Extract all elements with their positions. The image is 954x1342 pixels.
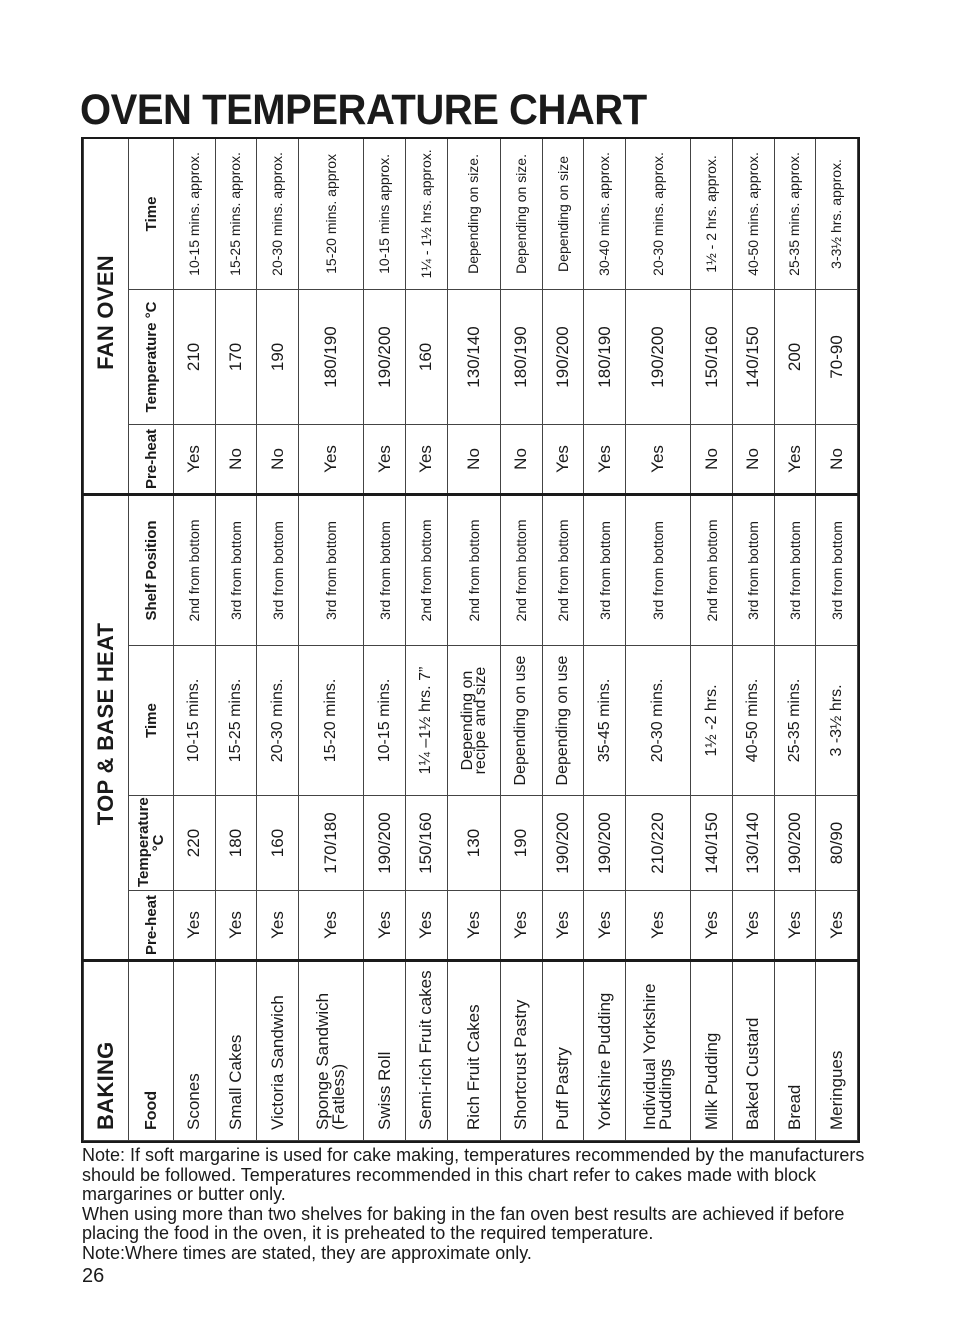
- food-cell: Victoria Sandwich: [257, 961, 299, 1141]
- table-row: [732, 138, 774, 1140]
- fan-preheat-cell: No: [215, 424, 257, 494]
- table-row: [257, 138, 299, 1140]
- temperature-cell: 190: [501, 796, 543, 891]
- fan-time-cell: 10-15 mins approx.: [364, 138, 406, 289]
- shelf-position-cell: 2nd from bottom: [405, 494, 447, 645]
- food-cell: Meringues: [816, 961, 858, 1141]
- table-row: [774, 138, 816, 1140]
- header-fan-temperature: Temperature °C: [129, 289, 174, 424]
- temperature-cell: 190/200: [584, 796, 626, 891]
- time-cell: 20-30 mins.: [625, 646, 690, 796]
- preheat-cell: Yes: [732, 891, 774, 961]
- fan-preheat-cell: Yes: [174, 424, 216, 494]
- time-cell: 3 -3½ hrs.: [816, 646, 858, 796]
- food-cell: Scones: [174, 961, 216, 1141]
- table-row: [816, 138, 858, 1140]
- fan-time-cell: Depending on size.: [501, 138, 543, 289]
- fan-time-cell: 20-30 mins. approx.: [257, 138, 299, 289]
- temperature-cell: 180: [215, 796, 257, 891]
- shelf-position-cell: 3rd from bottom: [215, 494, 257, 645]
- fan-temperature-cell: 160: [405, 289, 447, 424]
- table-row: [542, 138, 584, 1140]
- temperature-cell: 150/160: [405, 796, 447, 891]
- shelf-position-cell: 3rd from bottom: [732, 494, 774, 645]
- fan-temperature-cell: 170: [215, 289, 257, 424]
- header-food: Food: [129, 961, 174, 1141]
- fan-preheat-cell: Yes: [542, 424, 584, 494]
- fan-preheat-cell: Yes: [774, 424, 816, 494]
- temperature-cell: 130/140: [732, 796, 774, 891]
- fan-time-cell: 20-30 mins. approx.: [625, 138, 690, 289]
- preheat-cell: Yes: [405, 891, 447, 961]
- fan-time-cell: 15-25 mins. approx.: [215, 138, 257, 289]
- time-cell: 40-50 mins.: [732, 646, 774, 796]
- fan-preheat-cell: No: [816, 424, 858, 494]
- time-cell: Depending on recipe and size: [447, 646, 501, 796]
- preheat-cell: Yes: [816, 891, 858, 961]
- note-preheat: When using more than two shelves for baking in the fan oven best results are achieved if before placing the food in the oven, it is preheated to the required temperature.: [82, 1203, 845, 1243]
- fan-preheat-cell: Yes: [364, 424, 406, 494]
- food-cell: Small Cakes: [215, 961, 257, 1141]
- temperature-cell: 80/90: [816, 796, 858, 891]
- shelf-position-cell: 2nd from bottom: [174, 494, 216, 645]
- preheat-cell: Yes: [625, 891, 690, 961]
- food-cell: Yorkshire Pudding: [584, 961, 626, 1141]
- shelf-position-cell: 3rd from bottom: [257, 494, 299, 645]
- temperature-cell: 160: [257, 796, 299, 891]
- time-cell: 10-15 mins.: [174, 646, 216, 796]
- table-row: [298, 138, 363, 1140]
- fan-preheat-cell: No: [732, 424, 774, 494]
- fan-preheat-cell: No: [447, 424, 501, 494]
- fan-temperature-cell: 70-90: [816, 289, 858, 424]
- temperature-cell: 170/180: [298, 796, 363, 891]
- table-row: [625, 138, 690, 1140]
- fan-time-cell: 1¼ - 1½ hrs. approx.: [405, 138, 447, 289]
- page-title: OVEN TEMPERATURE CHART: [80, 86, 647, 134]
- fan-temperature-cell: 190: [257, 289, 299, 424]
- food-cell: Baked Custard: [732, 961, 774, 1141]
- fan-preheat-cell: Yes: [298, 424, 363, 494]
- food-cell: Semi-rich Fruit cakes: [405, 961, 447, 1141]
- fan-temperature-cell: 190/200: [542, 289, 584, 424]
- note-margarine: Note: If soft margarine is used for cake making, temperatures recommended by the manufacturers should be followed. Temperatures recommended in this chart refer to cakes made with block margarines or butter only.: [82, 1145, 865, 1204]
- food-cell: Individual Yorkshire Puddings: [625, 961, 690, 1141]
- fan-temperature-cell: 180/190: [501, 289, 543, 424]
- shelf-position-cell: 2nd from bottom: [542, 494, 584, 645]
- fan-temperature-cell: 190/200: [364, 289, 406, 424]
- fan-time-cell: 30-40 mins. approx.: [584, 138, 626, 289]
- food-cell: Bread: [774, 961, 816, 1141]
- fan-temperature-cell: 180/190: [584, 289, 626, 424]
- time-cell: 10-15 mins.: [364, 646, 406, 796]
- oven-temperature-table: [81, 137, 860, 1143]
- header-fan-preheat: Pre-heat: [129, 424, 174, 494]
- section-fan-oven: FAN OVEN: [84, 138, 129, 494]
- food-cell: Shortcrust Pastry: [501, 961, 543, 1141]
- table-row: [174, 138, 216, 1140]
- time-cell: Depending on use: [542, 646, 584, 796]
- fan-temperature-cell: 150/160: [691, 289, 733, 424]
- table-row: [215, 138, 257, 1140]
- header-temperature: Temperature °C: [129, 796, 174, 891]
- fan-time-cell: Depending on size: [542, 138, 584, 289]
- shelf-position-cell: 3rd from bottom: [625, 494, 690, 645]
- food-cell: Sponge Sandwich (Fatless): [298, 961, 363, 1141]
- fan-time-cell: 10-15 mins. approx.: [174, 138, 216, 289]
- food-cell: Swiss Roll: [364, 961, 406, 1141]
- shelf-position-cell: 2nd from bottom: [447, 494, 501, 645]
- shelf-position-cell: 2nd from bottom: [691, 494, 733, 645]
- preheat-cell: Yes: [447, 891, 501, 961]
- fan-preheat-cell: No: [691, 424, 733, 494]
- fan-time-cell: 40-50 mins. approx.: [732, 138, 774, 289]
- section-baking: BAKING: [84, 961, 129, 1141]
- fan-temperature-cell: 180/190: [298, 289, 363, 424]
- temperature-cell: 220: [174, 796, 216, 891]
- fan-preheat-cell: Yes: [625, 424, 690, 494]
- preheat-cell: Yes: [174, 891, 216, 961]
- table-row: [405, 138, 447, 1140]
- table-row: [584, 138, 626, 1140]
- time-cell: 15-25 mins.: [215, 646, 257, 796]
- time-cell: 25-35 mins.: [774, 646, 816, 796]
- food-cell: Milk Pudding: [691, 961, 733, 1141]
- table-row: [501, 138, 543, 1140]
- preheat-cell: Yes: [584, 891, 626, 961]
- shelf-position-cell: 3rd from bottom: [364, 494, 406, 645]
- fan-time-cell: 25-35 mins. approx.: [774, 138, 816, 289]
- shelf-position-cell: 2nd from bottom: [501, 494, 543, 645]
- preheat-cell: Yes: [774, 891, 816, 961]
- preheat-cell: Yes: [364, 891, 406, 961]
- temperature-cell: 130: [447, 796, 501, 891]
- fan-time-cell: 1½ - 2 hrs. approx.: [691, 138, 733, 289]
- page-number: 26: [82, 1265, 105, 1287]
- header-fan-time: Time: [129, 138, 174, 289]
- header-shelf-position: Shelf Position: [129, 494, 174, 645]
- preheat-cell: Yes: [542, 891, 584, 961]
- shelf-position-cell: 3rd from bottom: [584, 494, 626, 645]
- preheat-cell: Yes: [501, 891, 543, 961]
- fan-time-cell: Depending on size.: [447, 138, 501, 289]
- preheat-cell: Yes: [691, 891, 733, 961]
- preheat-cell: Yes: [298, 891, 363, 961]
- fan-preheat-cell: Yes: [405, 424, 447, 494]
- temperature-cell: 210/220: [625, 796, 690, 891]
- fan-preheat-cell: No: [501, 424, 543, 494]
- table-row: [364, 138, 406, 1140]
- fan-temperature-cell: 140/150: [732, 289, 774, 424]
- preheat-cell: Yes: [215, 891, 257, 961]
- table-row: [691, 138, 733, 1140]
- time-cell: 1½ -2 hrs.: [691, 646, 733, 796]
- note-times: Note:Where times are stated, they are approximate only.: [82, 1242, 532, 1263]
- fan-preheat-cell: No: [257, 424, 299, 494]
- preheat-cell: Yes: [257, 891, 299, 961]
- time-cell: 1¼ –1½ hrs. 7”: [405, 646, 447, 796]
- time-cell: Depending on use: [501, 646, 543, 796]
- time-cell: 35-45 mins.: [584, 646, 626, 796]
- fan-temperature-cell: 200: [774, 289, 816, 424]
- fan-temperature-cell: 190/200: [625, 289, 690, 424]
- shelf-position-cell: 3rd from bottom: [298, 494, 363, 645]
- time-cell: 20-30 mins.: [257, 646, 299, 796]
- notes: [82, 1146, 872, 1263]
- food-cell: Rich Fruit Cakes: [447, 961, 501, 1141]
- shelf-position-cell: 3rd from bottom: [816, 494, 858, 645]
- temperature-cell: 190/200: [364, 796, 406, 891]
- fan-preheat-cell: Yes: [584, 424, 626, 494]
- header-preheat: Pre-heat: [129, 891, 174, 961]
- fan-temperature-cell: 210: [174, 289, 216, 424]
- temperature-cell: 190/200: [774, 796, 816, 891]
- food-cell: Puff Pastry: [542, 961, 584, 1141]
- table-row: [447, 138, 501, 1140]
- temperature-cell: 140/150: [691, 796, 733, 891]
- temperature-cell: 190/200: [542, 796, 584, 891]
- fan-temperature-cell: 130/140: [447, 289, 501, 424]
- section-top-base-heat: TOP & BASE HEAT: [84, 494, 129, 960]
- fan-time-cell: 3-3½ hrs. approx.: [816, 138, 858, 289]
- time-cell: 15-20 mins.: [298, 646, 363, 796]
- fan-time-cell: 15-20 mins. approx: [298, 138, 363, 289]
- shelf-position-cell: 3rd from bottom: [774, 494, 816, 645]
- header-time: Time: [129, 646, 174, 796]
